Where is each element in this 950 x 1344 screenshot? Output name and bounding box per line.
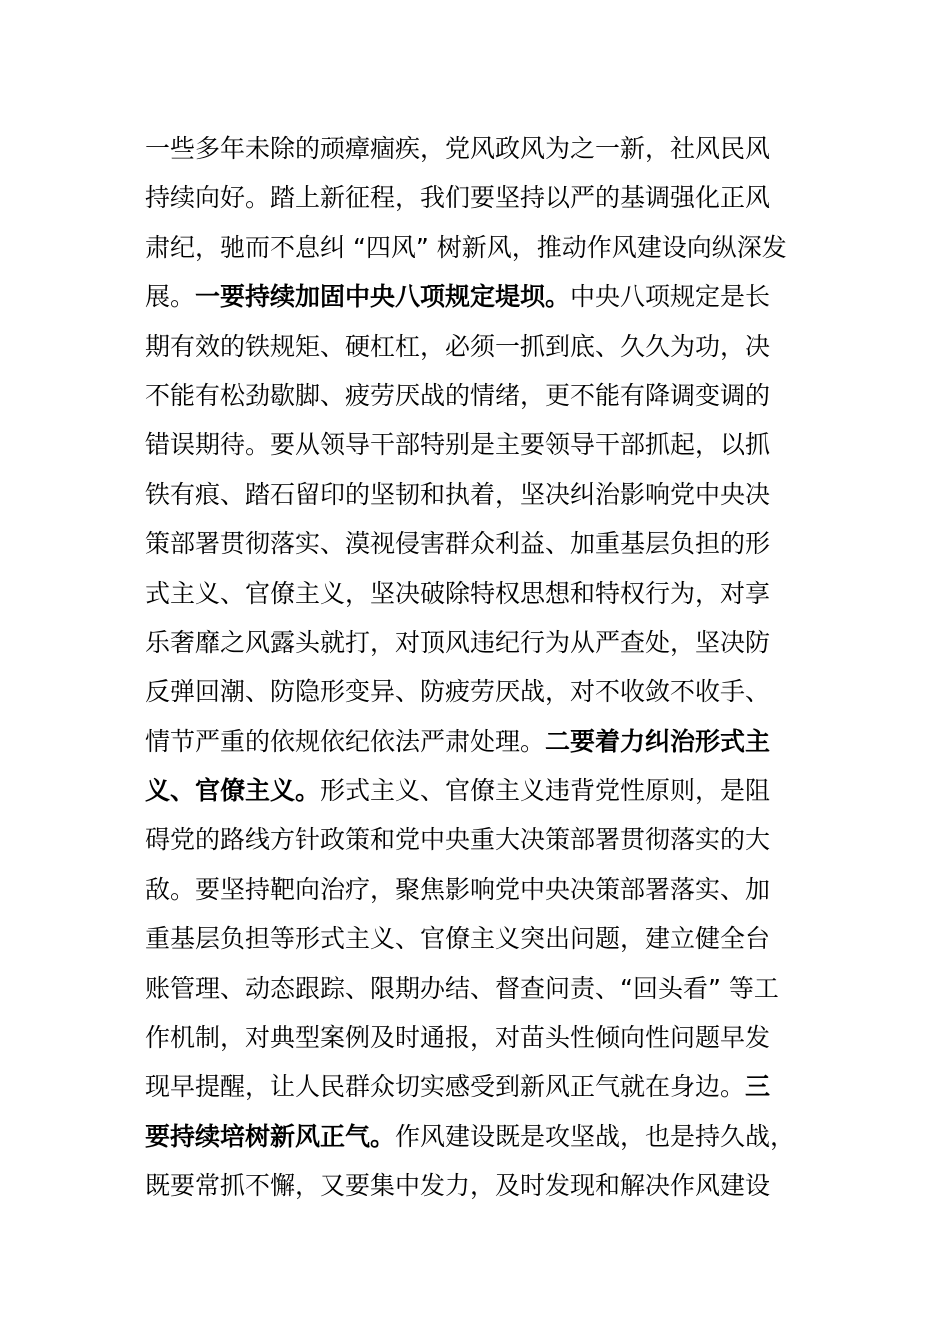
- text-line: [145, 470, 805, 519]
- text-line: [145, 420, 805, 469]
- text-line: [145, 815, 805, 864]
- text-segment: 情节严重的依规依纪依法严肃处理。: [145, 726, 546, 756]
- text-line: [145, 1112, 805, 1161]
- bold-heading-segment: 三: [745, 1072, 771, 1102]
- text-line: [145, 1013, 805, 1062]
- text-line: [145, 964, 805, 1013]
- text-segment: 不能有松劲歇脚、疲劳厌战的情绪，更不能有降调变调的: [145, 380, 771, 410]
- text-segment: 作机制，对典型案例及时通报，对苗头性倾向性问题早发: [145, 1023, 771, 1053]
- bold-heading-segment: 二要着力纠治形式主: [545, 726, 771, 756]
- text-line: [145, 618, 805, 667]
- text-line: [145, 272, 805, 321]
- text-line: [145, 371, 805, 420]
- text-segment: 肃纪，驰而不息纠 “四风” 树新风，推动作风建设向纵深发: [145, 232, 787, 262]
- text-segment: 敌。要坚持靶向治疗，聚焦影响党中央决策部署落实、加: [145, 874, 771, 904]
- text-segment: 持续向好。踏上新征程，我们要坚持以严的基调强化正风: [145, 183, 771, 213]
- text-segment: 展。: [145, 282, 196, 312]
- text-segment: 中央八项规定是长: [570, 282, 771, 312]
- text-line: [145, 766, 805, 815]
- text-line: [145, 173, 805, 222]
- text-segment: 一些多年未除的顽瘴痼疾，党风政风为之一新，社风民风: [145, 134, 771, 163]
- text-segment: 期有效的铁规矩、硬杠杠，必须一抓到底、久久为功，决: [145, 331, 771, 361]
- text-segment: 反弹回潮、防隐形变异、防疲劳厌战，对不收敛不收手、: [145, 677, 771, 707]
- text-line: [145, 914, 805, 963]
- text-segment: 作风建设既是攻坚战，也是持久战，: [395, 1121, 796, 1151]
- text-segment: 铁有痕、踏石留印的坚韧和执着，坚决纠治影响党中央决: [145, 479, 771, 509]
- text-segment: 账管理、动态跟踪、限期办结、督查问责、“回头看” 等工: [145, 973, 779, 1003]
- bold-heading-segment: 一要持续加固中央八项规定堤坝。: [195, 282, 571, 312]
- text-segment: 重基层负担等形式主义、官僚主义突出问题，建立健全台: [145, 924, 771, 954]
- text-line: [145, 223, 805, 272]
- text-segment: 式主义、官僚主义，坚决破除特权思想和特权行为，对享: [145, 578, 771, 608]
- text-line: [145, 1161, 805, 1210]
- text-line: [145, 1062, 805, 1111]
- text-segment: 既要常抓不懈，又要集中发力，及时发现和解决作风建设: [145, 1171, 771, 1201]
- text-line: [145, 717, 805, 766]
- text-segment: 碍党的路线方针政策和党中央重大决策部署贯彻落实的大: [145, 825, 771, 855]
- text-line: [145, 322, 805, 371]
- text-line: [145, 667, 805, 716]
- bold-heading-segment: 义、官僚主义。: [145, 776, 321, 806]
- text-line: [145, 519, 805, 568]
- text-line: [145, 865, 805, 914]
- text-line: [145, 569, 805, 618]
- text-line: [145, 124, 805, 173]
- body-text: [145, 124, 805, 1211]
- bold-heading-segment: 要持续培树新风正气。: [145, 1121, 396, 1151]
- text-segment: 现早提醒，让人民群众切实感受到新风正气就在身边。: [145, 1072, 746, 1102]
- text-segment: 错误期待。要从领导干部特别是主要领导干部抓起，以抓: [145, 430, 771, 460]
- text-segment: 形式主义、官僚主义违背党性原则，是阻: [320, 776, 771, 806]
- text-segment: 策部署贯彻落实、漠视侵害群众利益、加重基层负担的形: [145, 529, 771, 559]
- text-segment: 乐奢靡之风露头就打，对顶风违纪行为从严查处，坚决防: [145, 627, 771, 657]
